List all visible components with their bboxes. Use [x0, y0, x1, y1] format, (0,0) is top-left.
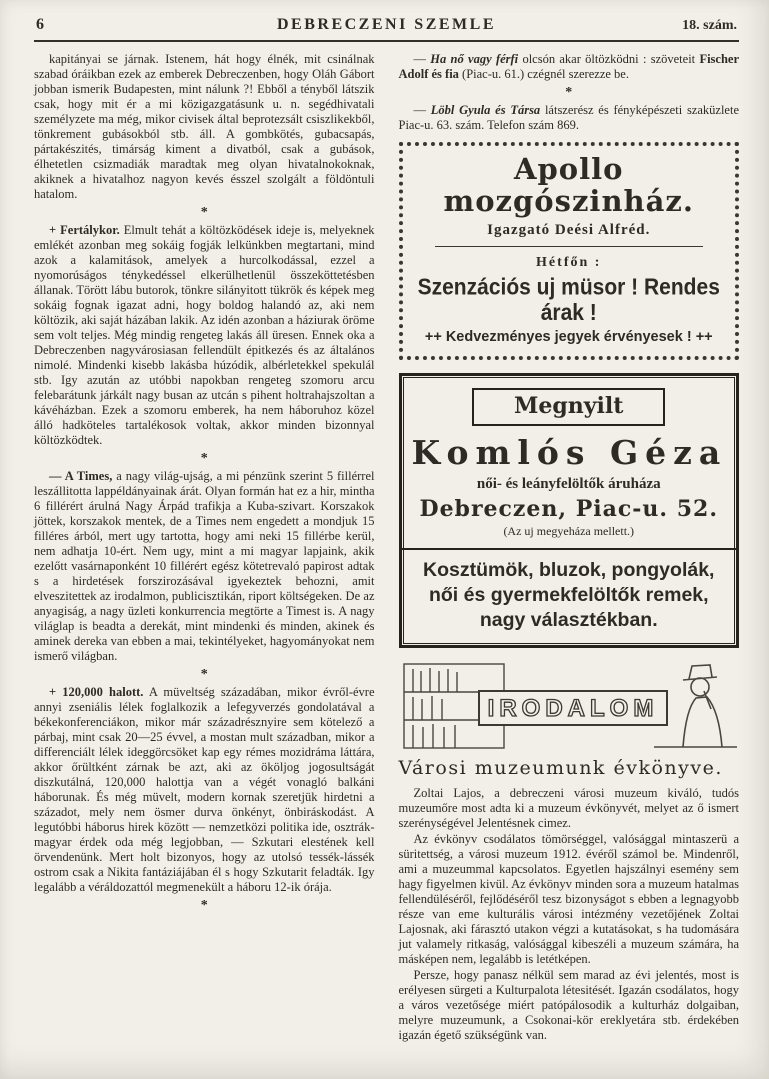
paragraph-lead: + Fertálykor. [49, 223, 120, 237]
komlos-ad-business: női- és leányfelöltők áruháza [476, 475, 661, 492]
komlos-ad-opened-badge: Megnyilt [472, 388, 665, 425]
notice-text: olcsón akar öltözködni : szöveteit [522, 52, 696, 66]
classified-notice [399, 103, 740, 133]
page-number: 6 [36, 16, 44, 33]
article-heading: Városi muzeumunk évkönyve. [398, 756, 723, 779]
komlos-store-ad [399, 373, 740, 648]
notice-firm-name: Fischer Adolf és fia [398, 52, 740, 81]
paragraph [34, 223, 375, 448]
left-column [34, 52, 375, 1044]
apollo-ad-director: Igazgató Deési Alfréd. [435, 221, 704, 247]
irodalom-section-illustration [399, 659, 740, 753]
notice-text: (Piac-u. 61.) czégnél szerezze be. [462, 67, 629, 81]
article-paragraph: Persze, hogy panasz nélkül sem marad az évi jelentés, most is erélyesen sürgeti a Kulturpalota létesitését. Igazán csodálatos, hogy a város vezetősége miért patópálosodik a kulturház dolgaiban, melyre muzeumunk, a Csokonai-kör ereklyetára stb. érdekében igazán égető szükségünk van. [398, 968, 739, 1043]
section-separator: * [565, 85, 573, 100]
apollo-cinema-ad [399, 142, 740, 360]
masthead [34, 14, 739, 40]
paragraph-lead: + 120,000 halott. [49, 685, 144, 699]
paragraph-text: kapitányai se járnak. Istenem, hát hogy élnék, mit csinálnak szabad óráikban ezek az emberek Debreczenben, hogy Oláh Gábort jobban ismerik Budapesten, mint nálunk ?! Ebből a tényből látszik csak, hogy mit ér a mi közigazgatásunk u. n. segédhivatali személyzete ma még, mikor civisek által beprotezsált csiszlikekből, tönkrement gubásokból stb. áll. A gombkötés, gubacsapás, pártakészités, timárság kiment a divatból, csak a gubások, élhetetlen csizmadiák maradtak meg olyan hivatalnokoknak, akiknek a hivatalhoz nagyon kevés ésszel szolgált a földöntuli hatalom. [34, 52, 375, 201]
section-separator: * [200, 898, 208, 913]
komlos-ad-address-note: (Az uj megyeháza mellett.) [503, 524, 635, 539]
section-separator: * [200, 451, 208, 466]
paragraph-text: a nagy világ-ujság, a mi pénzünk szerint 5 fillérrel leszállitotta lappéldányainak árát. Olyan formán hat ez a hir, mintha 6 fillérért árulná Nagy Árpád trafikja a Kuba-szivart. Korszakok jöttek, korszakok mentek, de a Times nem engedett a mondjuk 15 filléres árból, mert ugy tartotta, hogy ami neki 15 fillérbe kerül, nem adhatja 10-ért. Nem ugy, mint a mi magyar lapjaink, akik ezelőtt vasárnaponként 10 fillérért egész kötetrevaló papirost adtak s a hirdetések forszirozásával igyekeztek behozni, amit elveszitettek az irodalmon, publicisztikán, riport költségeken. De az anyagiság, a nagy üzleti konkurrencia megtörte a Timest is. A nagy világlap is beadta a derekát, mint mindenki és minden, akinek és aminek dereka van ebben a mai, tekintélyeket, hagyományokat nem ismerő világban. [34, 469, 375, 663]
paragraph [34, 469, 375, 664]
apollo-ad-tickets: ++ Kedvezményes jegyek érvényesek ! ++ [424, 328, 713, 345]
komlos-ad-name: Komlós Géza [411, 432, 728, 472]
paragraph [34, 685, 375, 895]
komlos-ad-products: Kosztümök, bluzok, pongyolák, női és gyermekfelöltők remek, nagy választékban. [423, 558, 715, 632]
masthead-title: DEBRECZENI SZEMLE [277, 16, 496, 33]
classified-notice [399, 52, 740, 82]
paragraph-lead: — A Times, [49, 469, 113, 483]
apollo-ad-program: Szenzációs uj müsor ! Rendes árak ! [417, 273, 720, 326]
right-column [399, 52, 740, 1044]
article-paragraph: Zoltai Lajos, a debreczeni városi muzeum kiváló, tudós muzeumőre most adta ki a muzeum évkönyvét, melyet az ő ismert szerénységével Jelentésnek cimez. [398, 786, 739, 831]
notice-dash: — [413, 52, 426, 66]
notice-emphasis: Ha nő vagy férfi [430, 52, 519, 66]
article-paragraph: Az évkönyv csodálatos tömörséggel, valósággal mintaszerü a süritettség, a városi muzeum 1912. évéről számol be. Mindenről, ami a muzeummal kapcsolatos. Egyetlen hajszálnyi esemény sem hagy figyelmen kivül. Az évkönyv minden sora a muzeum hatalmas fellendüléséről, fejlődéséről tesz bizonyságot s ebben a legnagyobb része van eme kulturális városi intézmény vezetőjének Zoltai Lajosnak, aki fárasztó utakon végzi a kutatásokat, s ha tudomására jut valamely ritkaság, valósággal kibeszéli a muzeum számára, ha másképen nem, legalább is letétképen. [398, 832, 739, 967]
notice-dash: — [413, 103, 426, 117]
paragraph-text: Elmult tehát a költözködések ideje is, melyeknek emlékét azonban meg sokáig fogják lelkünkben megtartani, mind azok a kalamitások, amelyek a hurcolkodással, ezzel a nyomorúságos ténykedéssel elkerülhetlenül összeköttetésben állanak. Törött lábu butorok, tönkre silányitott tükrök és képek meg sokáig fognak igazat adni, hogy boldog halandó az, aki nem költözik, aki saját házában lakik. Az idén azonban a háziurak öröme sem volt teljes. Még mindig rengeteg lakás áll üresen. Ennek oka a Debreczenben nagyvárosiasan fellendült épitkezés és az általános nimolé. Mindenki kisebb lakásba húzódik, albérletekkel spekulál stb. Igy azután az utóbbi napokban rengeteg szomoru arcu felebarátunk járkált nagy busan az utcán s pihent holtrahajszoltan a kávéházban. Ezek a szomoru emberek, ha nem háboruhoz közel álló hadköteles tartalékosok voltak, akkor minden bizonnyal költözködtek. [34, 223, 375, 447]
issue-number: 18. szám. [682, 18, 737, 33]
apollo-ad-day: Hétfőn : [536, 254, 602, 270]
section-separator: * [200, 667, 208, 682]
column-layout [34, 52, 739, 1044]
section-separator: * [200, 205, 208, 220]
paragraph [34, 52, 375, 202]
paragraph-text: A müveltség századában, mikor évről-évre annyi zseniális lélek foglalkozik a lefegyverzés gondolatával a békekonferenciákon, mikor már századrésznyire sem kötelező a párbaj, mint csak 20—25 évvel, a mostan mult században, mikor a differenciált lélek ideggörcsöket kap egy rémes mozidráma láttára, akkor őrültként zárnak be azt, aki az ököljog jogosultságát diszkutálná, 120,000 halottja van a végét vonagló balkáni háborunak. És még müvelt, modern kornak szeretjük hirdetni a századot, mely nem ösmer durva önkényt, önbiráskodást. A legutóbbi háborus hirek között — nemzetközi politika ide, osztrák-magyar érdek oda még legjobban, — Szkutari elestének kell örvendenünk. Mert holt bizonyos, hogy az utolsó tessék-lássék ostrom csak a Nikita fantáziájában él s hogy Szkutarit feladták. Igy legalább a véráldozattól megmenekült a háboru 12-ik órája. [34, 685, 375, 894]
irodalom-banner-text: IRODALOM [487, 694, 658, 722]
komlos-ad-address: Debreczen, Piac-u. 52. [419, 495, 718, 522]
notice-emphasis: Löbl Gyula és Társa [430, 103, 541, 117]
apollo-ad-title: Apollo mozgószinház. [443, 152, 694, 218]
notice-text: látszerész és fényképészeti szaküzlete Piac-u. 63. szám. Telefon szám 869. [398, 103, 739, 132]
masthead-rule [34, 40, 739, 42]
